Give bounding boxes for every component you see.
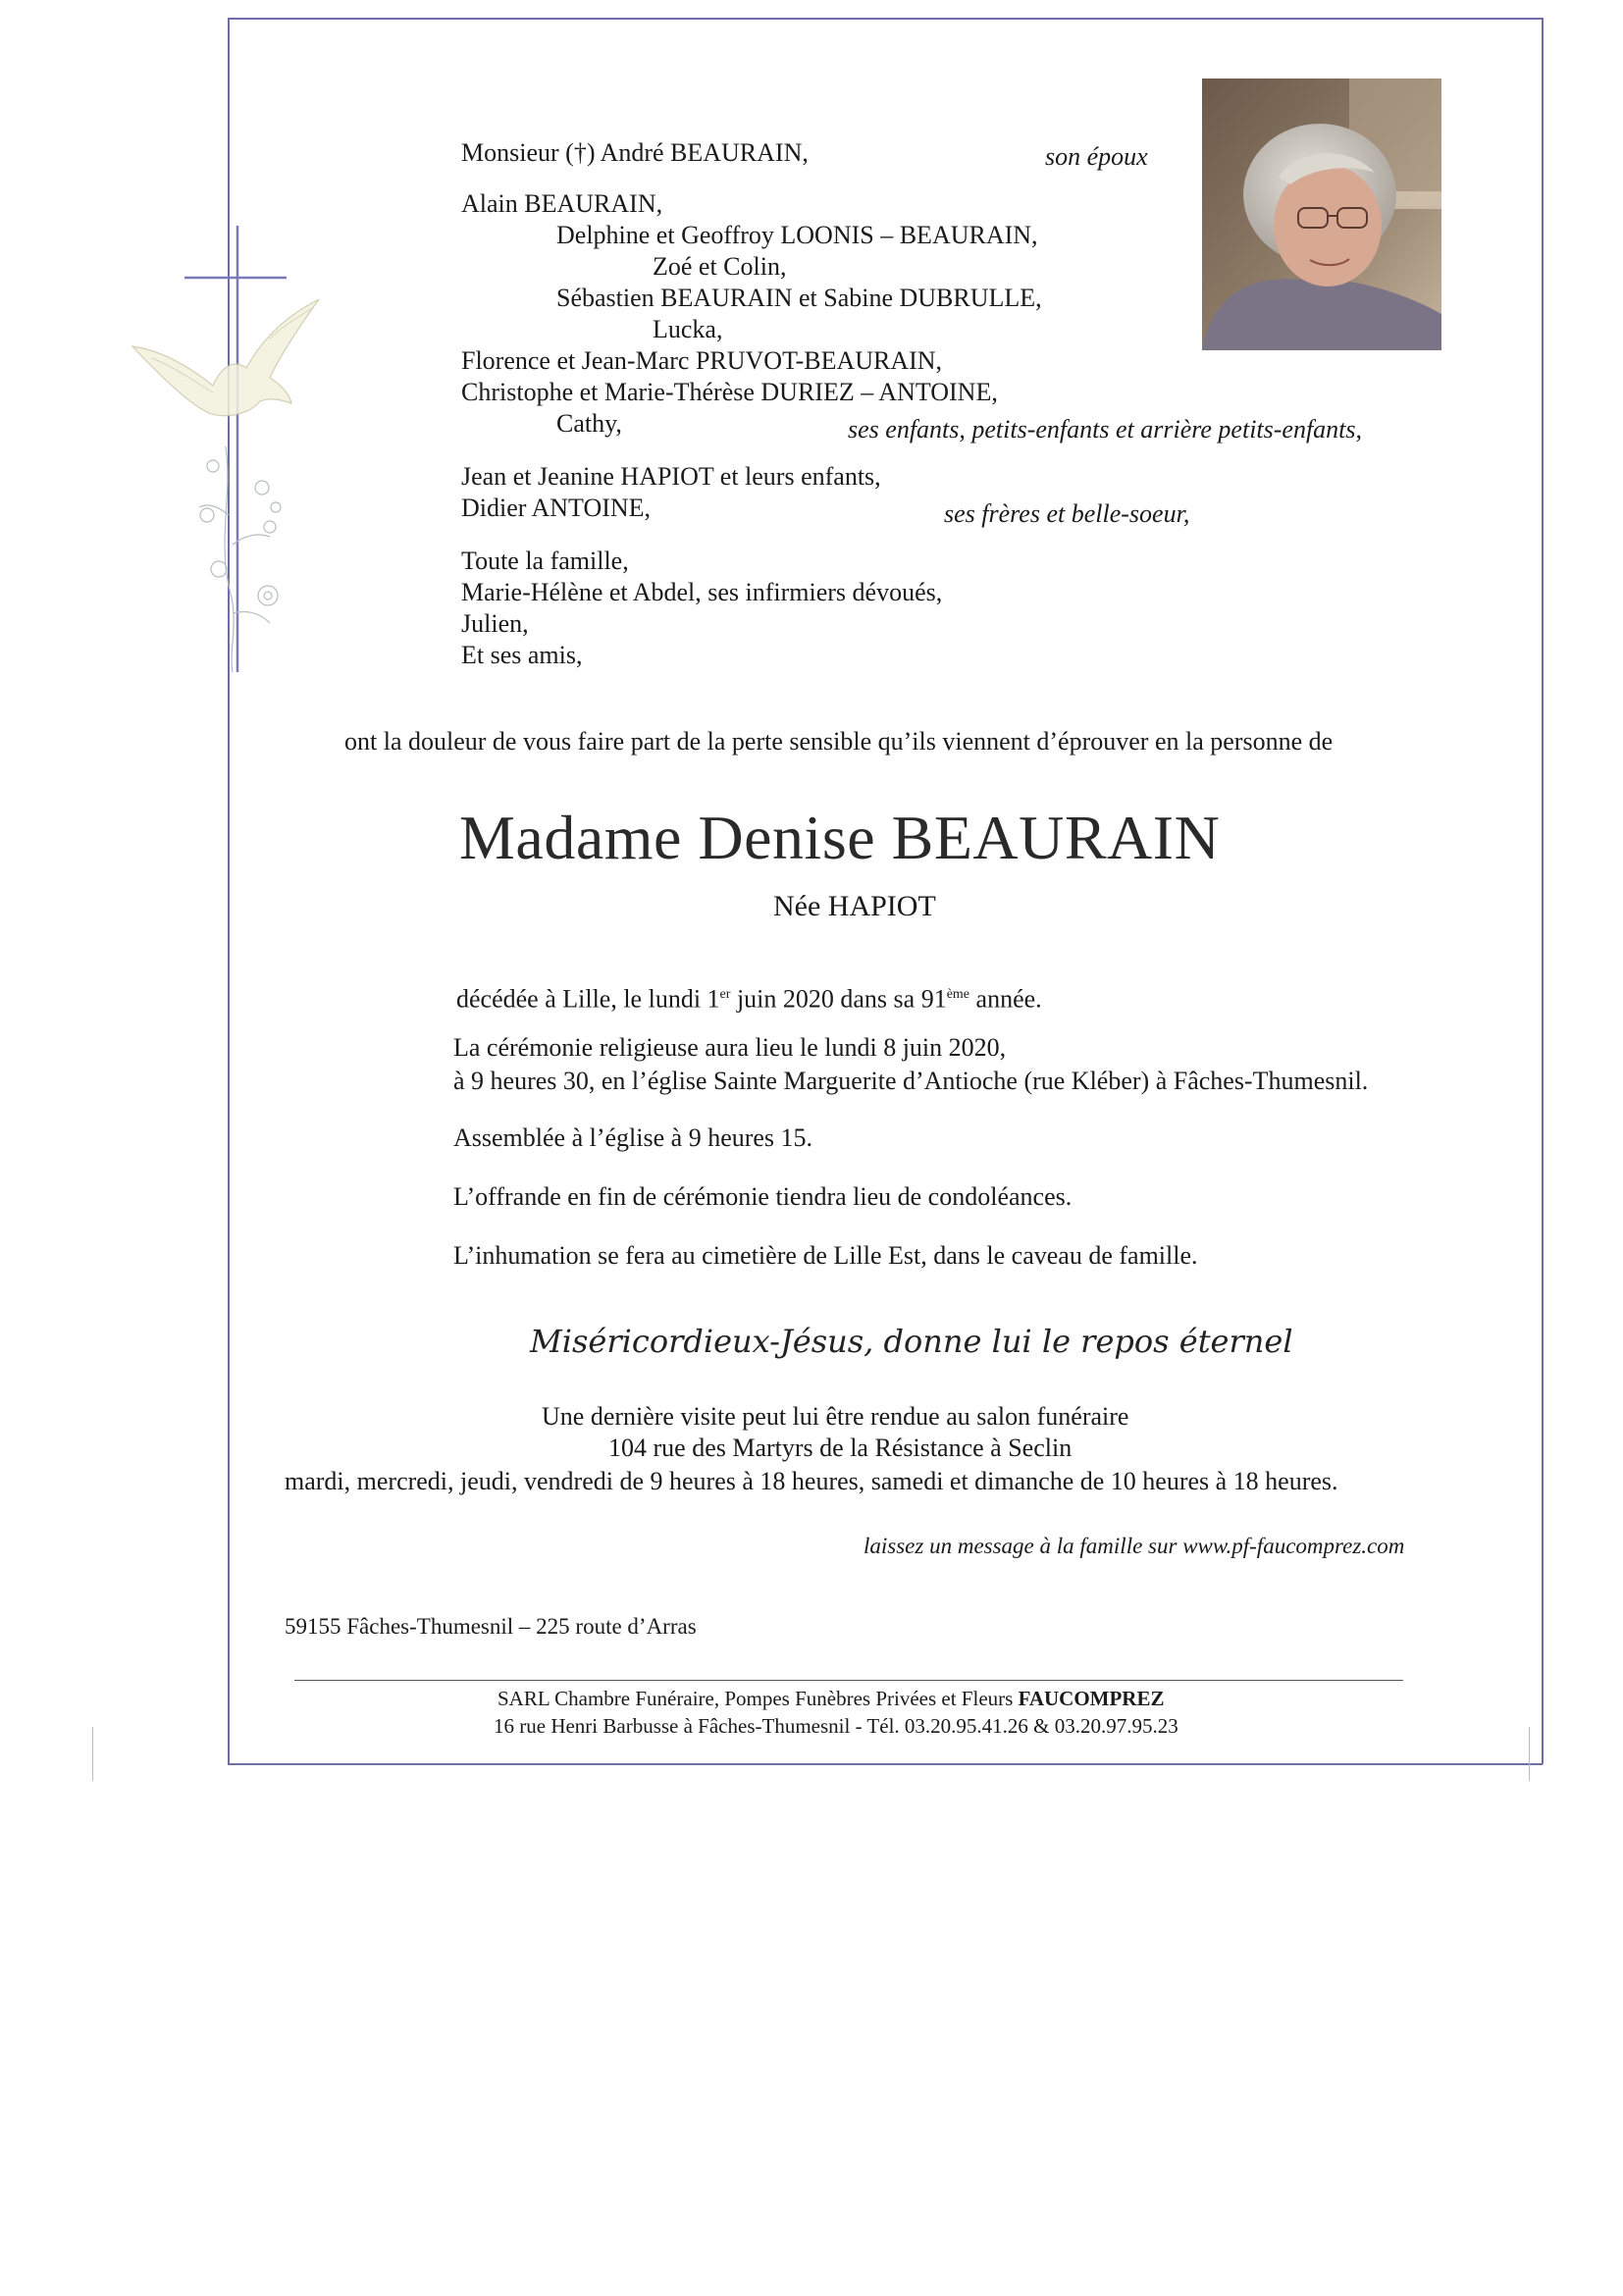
family-member: Delphine et Geoffroy LOONIS – BEAURAIN,: [556, 221, 1038, 249]
prayer-text: Miséricordieux-Jésus, donne lui le repos éternel: [530, 1323, 1293, 1360]
family-member: Julien,: [461, 609, 529, 638]
visit-line-2: 104 rue des Martyrs de la Résistance à Seclin: [608, 1434, 1073, 1462]
portrait-photo: [1202, 78, 1441, 350]
siblings-relation: ses frères et belle-soeur,: [944, 499, 1190, 528]
assembly-text: Assemblée à l’église à 9 heures 15.: [453, 1123, 813, 1152]
frame-bottom-border: [228, 1763, 1543, 1765]
burial-text: L’inhumation se fera au cimetière de Lille Est, dans le caveau de famille.: [453, 1241, 1198, 1270]
spouse-relation: son époux: [1045, 142, 1148, 171]
ceremony-line-1: La cérémonie religieuse aura lieu le lundi 8 juin 2020,: [453, 1033, 1007, 1062]
family-member: Florence et Jean-Marc PRUVOT-BEAURAIN,: [461, 346, 943, 375]
dove-icon: [132, 299, 319, 416]
announcement-text: ont la douleur de vous faire part de la perte sensible qu’ils viennent d’éprouver en la personne de: [344, 727, 1334, 756]
family-member: Christophe et Marie-Thérèse DURIEZ – ANTOINE,: [461, 378, 998, 406]
family-member: Jean et Jeanine HAPIOT et leurs enfants,: [461, 462, 881, 491]
family-member: Lucka,: [653, 315, 723, 343]
flower-stem-icon: [199, 446, 281, 672]
family-member: Zoé et Colin,: [653, 252, 787, 281]
family-member: Et ses amis,: [461, 641, 583, 669]
family-member: Toute la famille,: [461, 547, 629, 575]
address-text: 59155 Fâches-Thumesnil – 225 route d’Arras: [285, 1614, 697, 1639]
ceremony-line-2: à 9 heures 30, en l’église Sainte Marguerite d’Antioche (rue Kléber) à Fâches-Thumesnil.: [453, 1067, 1369, 1095]
message-text: laissez un message à la famille sur www.pf-faucomprez.com: [864, 1534, 1405, 1558]
footer-company: SARL Chambre Funéraire, Pompes Funèbres Privées et Fleurs FAUCOMPREZ: [497, 1687, 1165, 1710]
scan-edge-right: [1529, 1727, 1530, 1781]
visit-line-3: mardi, mercredi, jeudi, vendredi de 9 heures à 18 heures, samedi et dimanche de 10 heures à 18 heures.: [285, 1467, 1338, 1495]
frame-top-border: [228, 18, 1543, 20]
visit-line-1: Une dernière visite peut lui être rendue au salon funéraire: [542, 1402, 1129, 1431]
deceased-name: Madame Denise BEAURAIN: [459, 803, 1221, 872]
cross-dove-decoration: [123, 221, 348, 682]
spouse-name: Monsieur (†) André BEAURAIN,: [461, 138, 809, 167]
death-details: décédée à Lille, le lundi 1er juin 2020 dans sa 91ème année.: [456, 984, 1042, 1014]
family-member: Cathy,: [556, 409, 622, 438]
family-member: Sébastien BEAURAIN et Sabine DUBRULLE,: [556, 284, 1042, 312]
family-member: Alain BEAURAIN,: [461, 189, 663, 218]
frame-right-border: [1542, 18, 1544, 1764]
footer-rule: [294, 1680, 1403, 1681]
family-member: Didier ANTOINE,: [461, 494, 652, 522]
footer-contact: 16 rue Henri Barbusse à Fâches-Thumesnil - Tél. 03.20.95.41.26 & 03.20.97.95.23: [494, 1714, 1178, 1738]
offering-text: L’offrande en fin de cérémonie tiendra lieu de condoléances.: [453, 1182, 1073, 1211]
scan-edge-left: [92, 1727, 93, 1781]
maiden-name: Née HAPIOT: [773, 890, 936, 922]
family-member: Marie-Hélène et Abdel, ses infirmiers dévoués,: [461, 578, 943, 606]
children-relation: ses enfants, petits-enfants et arrière petits-enfants,: [848, 415, 1363, 444]
